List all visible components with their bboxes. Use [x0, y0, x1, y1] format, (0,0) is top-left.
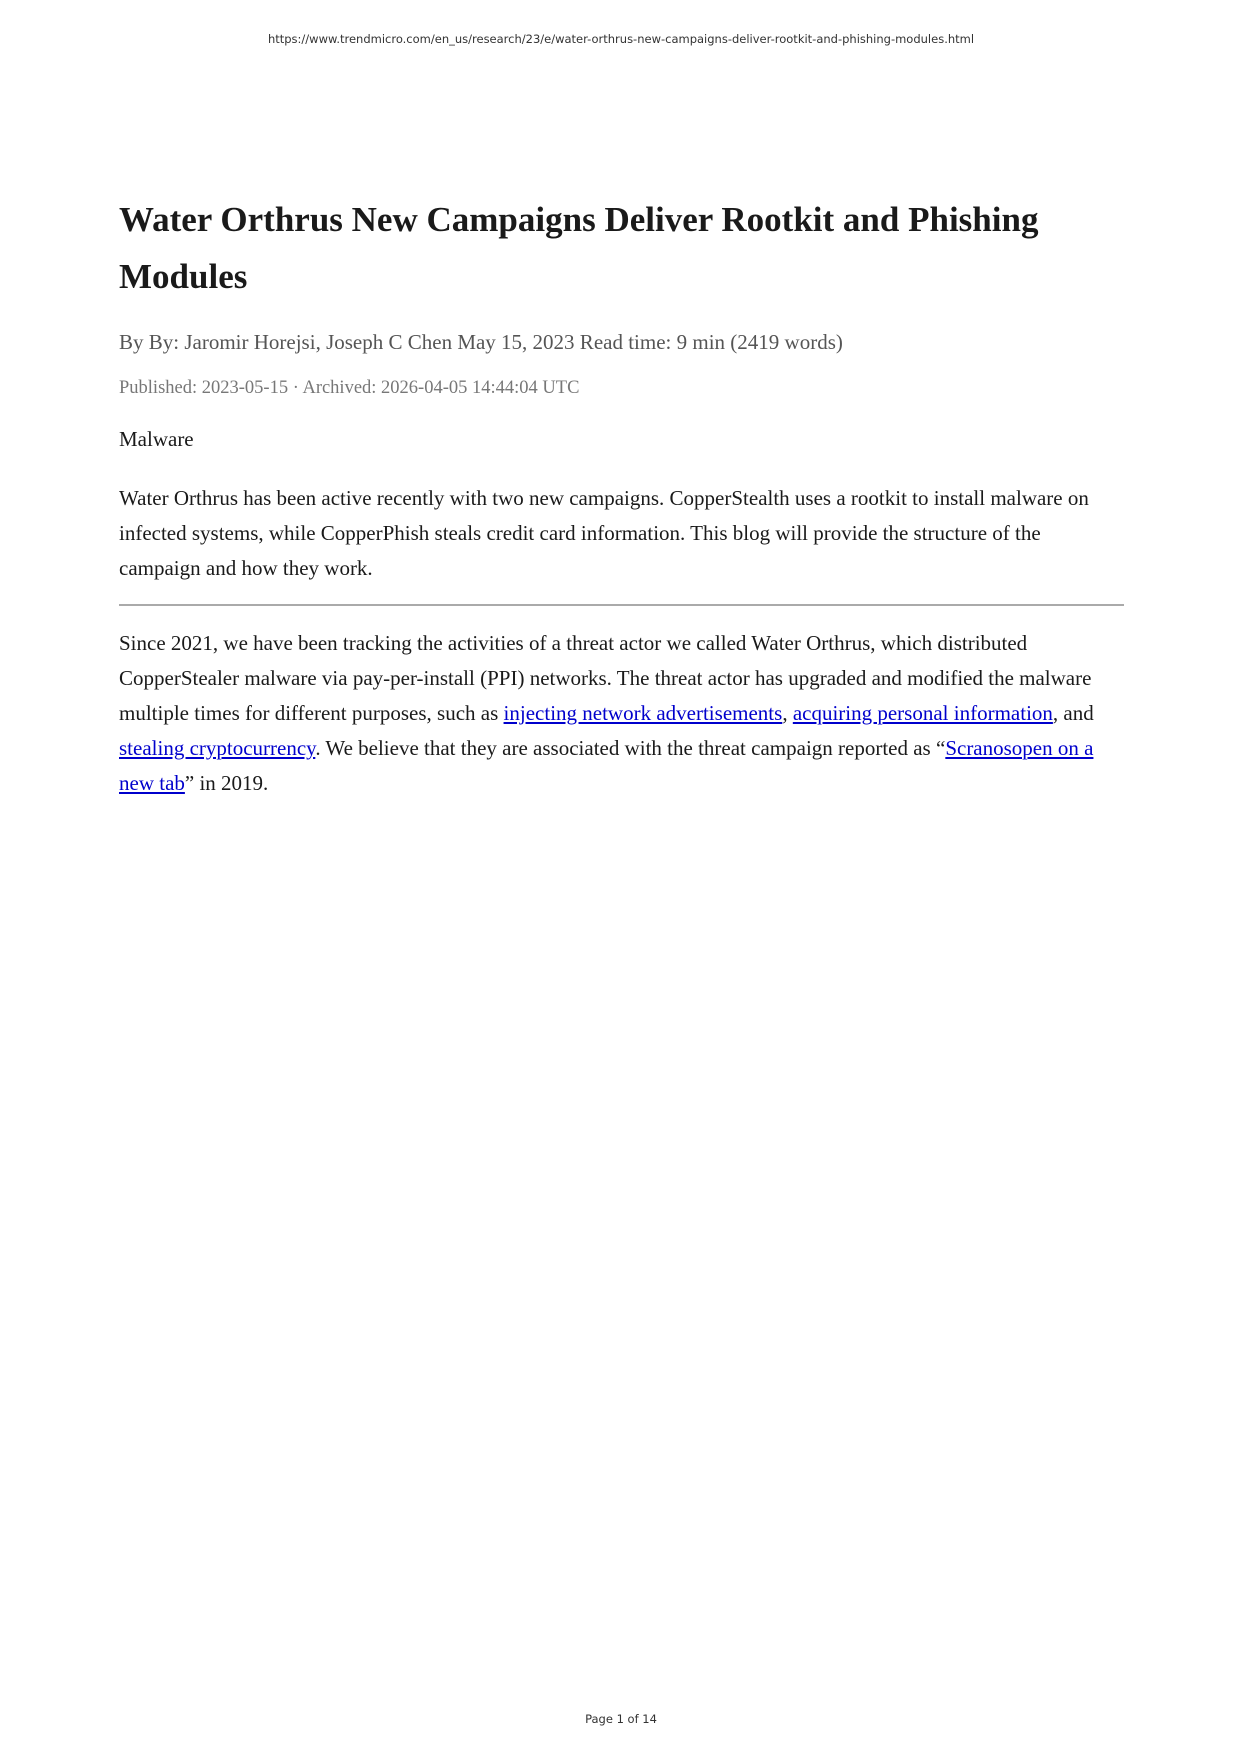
body-text: ” in 2019. [184, 771, 269, 795]
section-divider [119, 604, 1124, 606]
article-lede: Water Orthrus has been active recently with two new campaigns. CopperStealth uses a rootkit to install malware on infected systems, while CopperPhish steals credit card information. This blog will provide the structure of the campaign and how they work. [119, 486, 1089, 580]
link-stealing-cryptocurrency[interactable]: stealing cryptocurrency [119, 736, 316, 760]
page-url-header: https://www.trendmicro.com/en_us/research/23/e/water-orthrus-new-campaigns-deliver-rootkit-and-phishing-modules.html [267, 32, 975, 46]
page-number-footer: Page 1 of 14 [585, 1712, 657, 1726]
article-publish-meta: Published: 2023-05-15 · Archived: 2026-04-05 14:44:04 UTC [119, 378, 580, 398]
article-body-paragraph [119, 626, 1124, 801]
link-injecting-network-advertisements[interactable]: injecting network advertisements [503, 701, 783, 725]
link-acquiring-personal-information[interactable]: acquiring personal information [792, 701, 1053, 725]
article [119, 200, 1124, 801]
article-title: Water Orthrus New Campaigns Deliver Rootkit and Phishing Modules [119, 200, 1039, 296]
body-text: , and [1052, 701, 1094, 725]
article-category: Malware [119, 427, 194, 451]
body-text: . We believe that they are associated with the threat campaign reported as “ [315, 736, 946, 760]
article-byline: By By: Jaromir Horejsi, Joseph C Chen May 15, 2023 Read time: 9 min (2419 words) [119, 330, 843, 354]
body-text: , [782, 701, 793, 725]
body-text: Since 2021, we have been tracking the activities of a threat actor we called Water Orthrus, which distributed CopperStealer malware via pay-per-install (PPI) networks. The threat actor has upgraded and modified the malware multiple times for different purposes, such as [119, 631, 1092, 725]
link-scranos[interactable]: Scranosopen on a new tab [119, 736, 1094, 795]
